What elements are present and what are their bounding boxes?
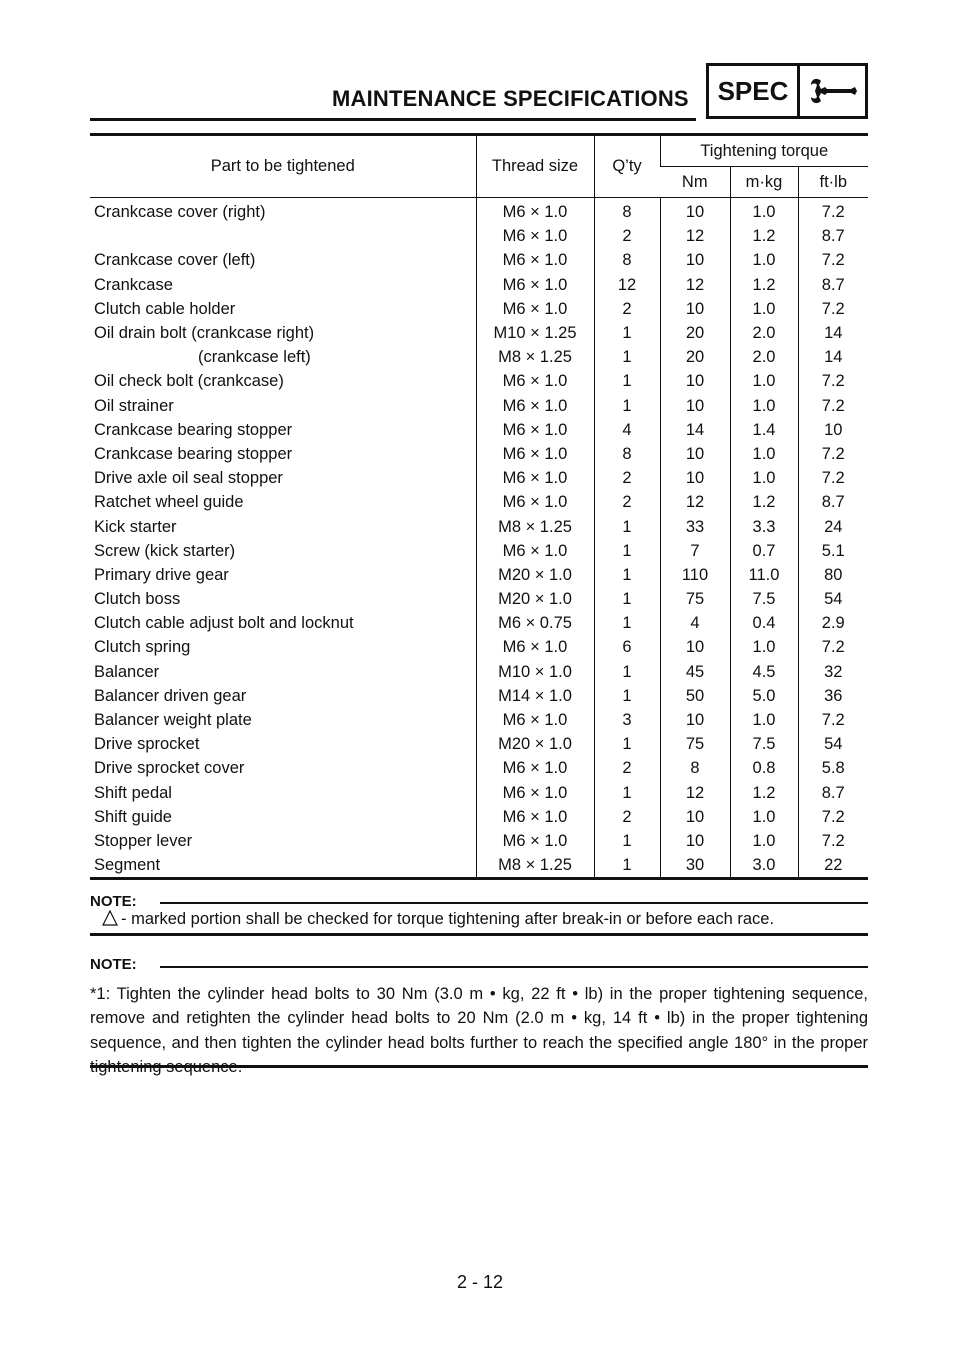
table-row [90, 563, 868, 587]
part-cell [90, 224, 476, 248]
torque-nm-cell: 110 [660, 563, 730, 587]
torque-nm-cell: 20 [660, 321, 730, 345]
qty-cell: 12 [594, 273, 660, 297]
table-row [90, 805, 868, 829]
torque-ftlb-cell: 5.1 [798, 539, 868, 563]
thread-size-cell: M6 × 1.0 [476, 297, 594, 321]
part-cell: Screw (kick starter) [94, 541, 236, 560]
col-header-torque: Tightening torque [660, 135, 868, 167]
qty-cell: 2 [594, 466, 660, 490]
torque-mkg-cell: 1.2 [730, 224, 798, 248]
part-cell: Shift pedal [94, 783, 172, 802]
torque-mkg-cell: 0.4 [730, 611, 798, 635]
table-row [90, 224, 868, 248]
torque-nm-cell: 12 [660, 273, 730, 297]
spec-badge-label: SPEC [709, 66, 800, 116]
qty-cell: 1 [594, 321, 660, 345]
qty-cell: 1 [594, 563, 660, 587]
torque-mkg-cell: 0.8 [730, 756, 798, 780]
table-row [90, 442, 868, 466]
note-1-label: NOTE: [90, 893, 137, 910]
torque-mkg-cell: 1.0 [730, 297, 798, 321]
table-row [90, 394, 868, 418]
thread-size-cell: M20 × 1.0 [476, 732, 594, 756]
table-row [90, 829, 868, 853]
qty-cell: 2 [594, 224, 660, 248]
torque-mkg-cell: 1.0 [730, 198, 798, 225]
torque-mkg-cell: 7.5 [730, 732, 798, 756]
torque-ftlb-cell: 7.2 [798, 394, 868, 418]
col-header-mkg: m·kg [730, 167, 798, 198]
note-2-rule [160, 966, 868, 968]
thread-size-cell: M6 × 1.0 [476, 442, 594, 466]
qty-cell: 1 [594, 587, 660, 611]
torque-ftlb-cell: 5.8 [798, 756, 868, 780]
torque-ftlb-cell: 10 [798, 418, 868, 442]
table-row [90, 490, 868, 514]
torque-mkg-cell: 1.2 [730, 490, 798, 514]
torque-nm-cell: 75 [660, 587, 730, 611]
torque-ftlb-cell: 8.7 [798, 781, 868, 805]
torque-ftlb-cell: 14 [798, 345, 868, 369]
torque-mkg-cell: 1.0 [730, 466, 798, 490]
part-cell: Shift guide [94, 807, 172, 826]
note-1-rule [160, 902, 868, 904]
torque-nm-cell: 20 [660, 345, 730, 369]
qty-cell: 8 [594, 248, 660, 272]
thread-size-cell: M8 × 1.25 [476, 853, 594, 879]
torque-mkg-cell: 1.0 [730, 248, 798, 272]
qty-cell: 8 [594, 198, 660, 225]
qty-cell: 2 [594, 297, 660, 321]
torque-mkg-cell: 1.0 [730, 442, 798, 466]
table-row [90, 853, 868, 879]
part-cell: Clutch spring [94, 638, 191, 657]
note-1-body: - marked portion shall be checked for torque tightening after break-in or before each race. [121, 910, 775, 928]
torque-nm-cell: 30 [660, 853, 730, 879]
qty-cell: 4 [594, 418, 660, 442]
torque-nm-cell: 10 [660, 369, 730, 393]
torque-mkg-cell: 1.2 [730, 273, 798, 297]
wrench-icon [800, 66, 865, 116]
part-cell: Primary drive gear [94, 565, 229, 584]
torque-mkg-cell: 1.0 [730, 394, 798, 418]
thread-size-cell: M6 × 1.0 [476, 394, 594, 418]
torque-ftlb-cell: 7.2 [798, 466, 868, 490]
torque-ftlb-cell: 2.9 [798, 611, 868, 635]
qty-cell: 1 [594, 369, 660, 393]
torque-mkg-cell: 4.5 [730, 660, 798, 684]
qty-cell: 1 [594, 394, 660, 418]
note-2-text: *1: Tighten the cylinder head bolts to 30 Nm (3.0 m • kg, 22 ft • lb) in the proper tightening sequence, remove and retighten the cylinder head bolts to 20 Nm (2.0 m • kg, 14 ft • lb) in the proper tightening sequence, and then tighten the cylinder head bolts further to reach the specified angle 180° in the proper [90, 985, 868, 1052]
part-cell: Clutch cable holder [94, 299, 236, 318]
torque-ftlb-cell: 7.2 [798, 829, 868, 853]
torque-nm-cell: 7 [660, 539, 730, 563]
table-row [90, 756, 868, 780]
torque-nm-cell: 10 [660, 829, 730, 853]
table-body [90, 198, 868, 879]
torque-ftlb-cell: 7.2 [798, 297, 868, 321]
table-row [90, 635, 868, 659]
part-cell: Balancer driven gear [94, 686, 247, 705]
torque-nm-cell: 10 [660, 708, 730, 732]
torque-nm-cell: 10 [660, 248, 730, 272]
part-cell: Crankcase cover (right) [94, 203, 266, 222]
torque-ftlb-cell: 7.2 [798, 198, 868, 225]
torque-mkg-cell: 2.0 [730, 321, 798, 345]
part-cell: Drive sprocket [94, 735, 200, 754]
part-cell: (crankcase left) [198, 348, 311, 367]
table-row [90, 466, 868, 490]
thread-size-cell: M6 × 1.0 [476, 273, 594, 297]
table-row [90, 514, 868, 538]
torque-ftlb-cell: 8.7 [798, 224, 868, 248]
torque-nm-cell: 10 [660, 394, 730, 418]
part-cell: Crankcase bearing stopper [94, 420, 293, 439]
qty-cell: 8 [594, 442, 660, 466]
torque-mkg-cell: 2.0 [730, 345, 798, 369]
thread-size-cell: M6 × 1.0 [476, 224, 594, 248]
torque-nm-cell: 8 [660, 756, 730, 780]
table-row [90, 539, 868, 563]
torque-mkg-cell: 1.0 [730, 829, 798, 853]
part-cell: Clutch cable adjust bolt and locknut [94, 614, 354, 633]
thread-size-cell: M6 × 0.75 [476, 611, 594, 635]
torque-ftlb-cell: 80 [798, 563, 868, 587]
table-row [90, 708, 868, 732]
thread-size-cell: M6 × 1.0 [476, 248, 594, 272]
torque-mkg-cell: 3.3 [730, 514, 798, 538]
col-header-part: Part to be tightened [90, 135, 476, 198]
torque-ftlb-cell: 7.2 [798, 805, 868, 829]
thread-size-cell: M6 × 1.0 [476, 539, 594, 563]
col-header-nm: Nm [660, 167, 730, 198]
triangle-icon [102, 910, 118, 926]
qty-cell: 1 [594, 781, 660, 805]
torque-mkg-cell: 3.0 [730, 853, 798, 879]
note-1-text [102, 907, 774, 931]
thread-size-cell: M20 × 1.0 [476, 587, 594, 611]
thread-size-cell: M6 × 1.0 [476, 635, 594, 659]
torque-mkg-cell: 1.0 [730, 635, 798, 659]
torque-ftlb-cell: 22 [798, 853, 868, 879]
table-row [90, 297, 868, 321]
thread-size-cell: M6 × 1.0 [476, 490, 594, 514]
thread-size-cell: M6 × 1.0 [476, 418, 594, 442]
thread-size-cell: M10 × 1.25 [476, 321, 594, 345]
table-row [90, 684, 868, 708]
torque-nm-cell: 12 [660, 781, 730, 805]
qty-cell: 1 [594, 539, 660, 563]
note-2-bottom-rule [90, 1065, 868, 1068]
torque-ftlb-cell: 7.2 [798, 442, 868, 466]
table-row [90, 660, 868, 684]
thread-size-cell: M14 × 1.0 [476, 684, 594, 708]
table-row [90, 587, 868, 611]
torque-mkg-cell: 1.0 [730, 369, 798, 393]
table-row [90, 345, 868, 369]
part-cell: Crankcase bearing stopper [94, 444, 293, 463]
qty-cell: 1 [594, 829, 660, 853]
torque-mkg-cell: 1.0 [730, 805, 798, 829]
header-rule [90, 118, 696, 121]
table-row [90, 198, 868, 225]
torque-spec-table [90, 133, 868, 880]
part-cell: Crankcase cover (left) [94, 251, 256, 270]
note-1-bottom-rule [90, 933, 868, 936]
qty-cell: 2 [594, 490, 660, 514]
qty-cell: 1 [594, 853, 660, 879]
thread-size-cell: M8 × 1.25 [476, 514, 594, 538]
torque-nm-cell: 10 [660, 198, 730, 225]
thread-size-cell: M6 × 1.0 [476, 708, 594, 732]
part-cell: Oil strainer [94, 396, 174, 415]
torque-ftlb-cell: 7.2 [798, 248, 868, 272]
col-header-qty: Q’ty [594, 135, 660, 198]
part-cell: Stopper lever [94, 831, 193, 850]
torque-nm-cell: 10 [660, 297, 730, 321]
qty-cell: 3 [594, 708, 660, 732]
spec-badge [706, 63, 868, 119]
torque-nm-cell: 10 [660, 466, 730, 490]
torque-mkg-cell: 0.7 [730, 539, 798, 563]
thread-size-cell: M6 × 1.0 [476, 756, 594, 780]
table-row [90, 273, 868, 297]
thread-size-cell: M6 × 1.0 [476, 369, 594, 393]
part-cell: Oil check bolt (crankcase) [94, 372, 284, 391]
torque-mkg-cell: 5.0 [730, 684, 798, 708]
col-header-ftlb: ft·lb [798, 167, 868, 198]
table-row [90, 321, 868, 345]
torque-mkg-cell: 1.2 [730, 781, 798, 805]
part-cell: Drive sprocket cover [94, 759, 245, 778]
torque-nm-cell: 12 [660, 224, 730, 248]
part-cell: Clutch boss [94, 590, 181, 609]
torque-ftlb-cell: 7.2 [798, 369, 868, 393]
thread-size-cell: M20 × 1.0 [476, 563, 594, 587]
part-cell: Oil drain bolt (crankcase right) [94, 324, 315, 343]
torque-ftlb-cell: 7.2 [798, 708, 868, 732]
qty-cell: 1 [594, 660, 660, 684]
torque-ftlb-cell: 24 [798, 514, 868, 538]
qty-cell: 2 [594, 756, 660, 780]
qty-cell: 1 [594, 611, 660, 635]
part-cell: Kick starter [94, 517, 177, 536]
torque-ftlb-cell: 54 [798, 587, 868, 611]
part-cell: Balancer [94, 662, 160, 681]
torque-nm-cell: 14 [660, 418, 730, 442]
torque-ftlb-cell: 14 [798, 321, 868, 345]
thread-size-cell: M6 × 1.0 [476, 198, 594, 225]
torque-nm-cell: 10 [660, 442, 730, 466]
torque-nm-cell: 45 [660, 660, 730, 684]
thread-size-cell: M8 × 1.25 [476, 345, 594, 369]
part-cell: Crankcase [94, 275, 173, 294]
qty-cell: 2 [594, 805, 660, 829]
table-row [90, 248, 868, 272]
part-cell: Balancer weight plate [94, 711, 252, 730]
torque-ftlb-cell: 36 [798, 684, 868, 708]
torque-ftlb-cell: 8.7 [798, 490, 868, 514]
page-title: MAINTENANCE SPECIFICATIONS [332, 86, 689, 111]
qty-cell: 1 [594, 732, 660, 756]
part-cell: Drive axle oil seal stopper [94, 469, 283, 488]
table-row [90, 781, 868, 805]
table-row [90, 611, 868, 635]
thread-size-cell: M6 × 1.0 [476, 829, 594, 853]
qty-cell: 1 [594, 514, 660, 538]
thread-size-cell: M6 × 1.0 [476, 781, 594, 805]
torque-nm-cell: 12 [660, 490, 730, 514]
part-cell: Segment [94, 856, 161, 875]
part-cell: Ratchet wheel guide [94, 493, 244, 512]
col-header-thread: Thread size [476, 135, 594, 198]
torque-ftlb-cell: 7.2 [798, 635, 868, 659]
torque-nm-cell: 10 [660, 635, 730, 659]
page-number: 2 - 12 [456, 1272, 504, 1292]
table-row [90, 418, 868, 442]
qty-cell: 6 [594, 635, 660, 659]
thread-size-cell: M6 × 1.0 [476, 466, 594, 490]
torque-mkg-cell: 1.4 [730, 418, 798, 442]
qty-cell: 1 [594, 684, 660, 708]
thread-size-cell: M6 × 1.0 [476, 805, 594, 829]
qty-cell: 1 [594, 345, 660, 369]
torque-mkg-cell: 1.0 [730, 708, 798, 732]
table-row [90, 732, 868, 756]
note-2-label: NOTE: [90, 956, 137, 973]
torque-nm-cell: 10 [660, 805, 730, 829]
thread-size-cell: M10 × 1.0 [476, 660, 594, 684]
torque-mkg-cell: 7.5 [730, 587, 798, 611]
torque-nm-cell: 50 [660, 684, 730, 708]
torque-nm-cell: 75 [660, 732, 730, 756]
torque-ftlb-cell: 54 [798, 732, 868, 756]
torque-mkg-cell: 11.0 [730, 563, 798, 587]
torque-nm-cell: 4 [660, 611, 730, 635]
table-row [90, 369, 868, 393]
torque-nm-cell: 33 [660, 514, 730, 538]
torque-ftlb-cell: 32 [798, 660, 868, 684]
torque-ftlb-cell: 8.7 [798, 273, 868, 297]
